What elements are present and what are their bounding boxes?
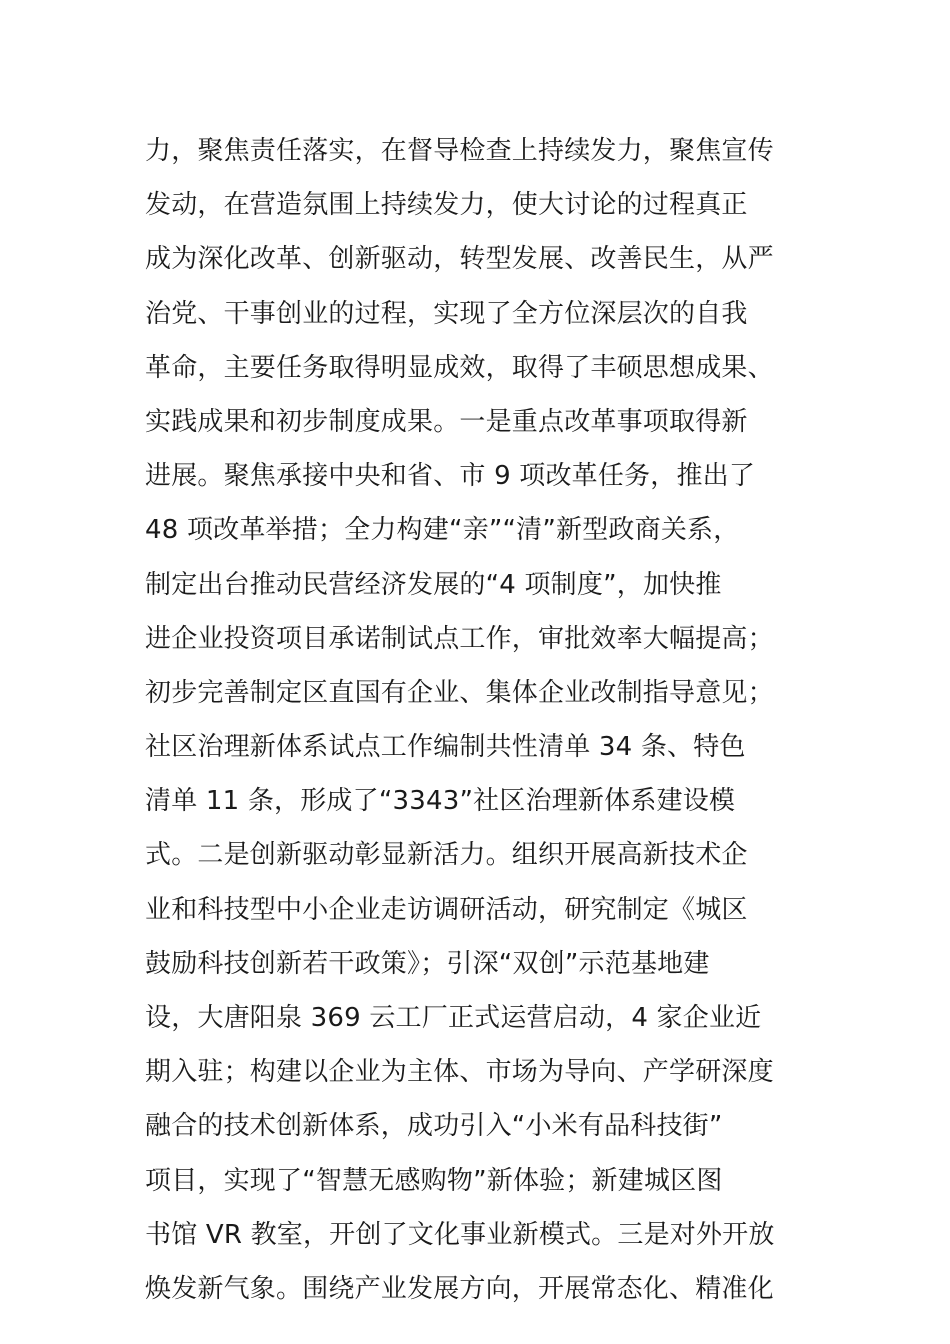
text-line: 设，大唐阳泉 369 云工厂正式运营启动，4 家企业近 bbox=[145, 1003, 762, 1033]
text-line: 业和科技型中小企业走访调研活动，研究制定《城区 bbox=[145, 894, 748, 925]
text-line: 书馆 VR 教室，开创了文化事业新模式。三是对外开放 bbox=[145, 1219, 775, 1250]
text-line: 融合的技术创新体系，成功引入“小米有品科技街” bbox=[145, 1111, 723, 1142]
text-line: 48 项改革举措；全力构建“亲”“清”新型政商关系， bbox=[145, 515, 740, 546]
text-line: 治党、干事创业的过程，实现了全方位深层次的自我 bbox=[145, 298, 748, 329]
text-line: 鼓励科技创新若干政策》；引深“双创”示范基地建 bbox=[145, 948, 710, 979]
text-line: 实践成果和初步制度成果。一是重点改革事项取得新 bbox=[145, 406, 748, 437]
text-line: 进展。聚焦承接中央和省、市 9 项改革任务，推出了 bbox=[145, 461, 756, 492]
text-line: 项目，实现了“智慧无感购物”新体验；新建城区图 bbox=[145, 1165, 723, 1196]
text-line: 式。二是创新驱动彰显新活力。组织开展高新技术企 bbox=[145, 840, 748, 871]
text-line: 力，聚焦责任落实，在督导检查上持续发力，聚焦宣传 bbox=[145, 136, 774, 166]
text-line: 发动，在营造氛围上持续发力，使大讨论的过程真正 bbox=[145, 190, 748, 221]
text-line: 革命，主要任务取得明显成效，取得了丰硕思想成果、 bbox=[145, 352, 774, 383]
text-line: 社区治理新体系试点工作编制共性清单 34 条、特色 bbox=[145, 732, 746, 763]
body-paragraph bbox=[145, 124, 835, 1316]
text-line: 成为深化改革、创新驱动，转型发展、改善民生，从严 bbox=[145, 244, 774, 275]
text-line: 焕发新气象。围绕产业发展方向，开展常态化、精准化 bbox=[145, 1273, 774, 1304]
text-line: 清单 11 条，形成了“3343”社区治理新体系建设模 bbox=[145, 786, 736, 817]
text-line: 初步完善制定区直国有企业、集体企业改制指导意见； bbox=[145, 677, 774, 708]
text-line: 进企业投资项目承诺制试点工作，审批效率大幅提高； bbox=[145, 623, 774, 654]
text-line: 期入驻；构建以企业为主体、市场为导向、产学研深度 bbox=[145, 1057, 774, 1088]
text-line: 制定出台推动民营经济发展的“4 项制度”，加快推 bbox=[145, 569, 722, 600]
